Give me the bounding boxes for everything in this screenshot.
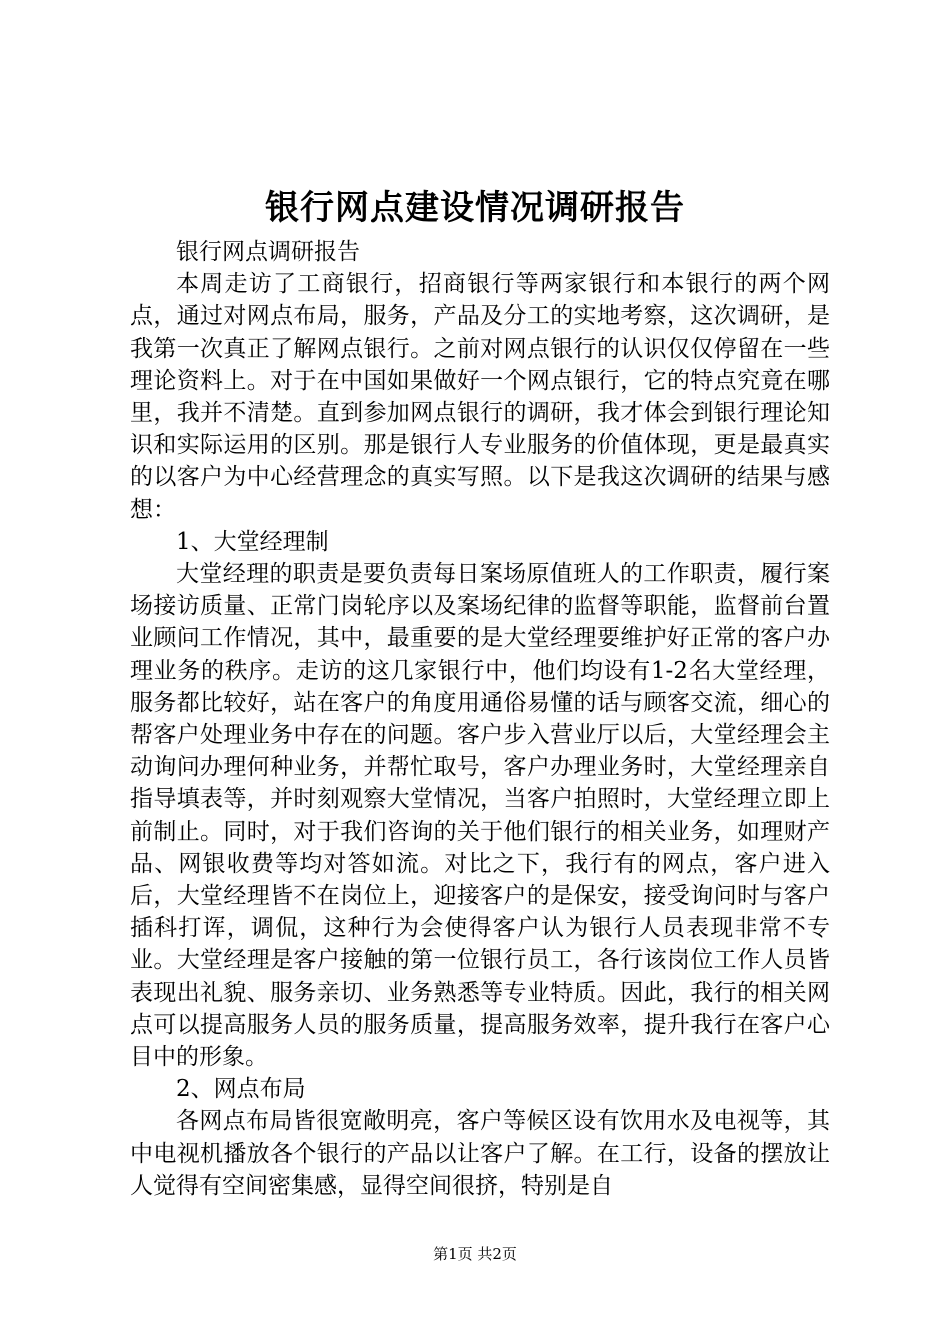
document-title: 银行网点建设情况调研报告 — [265, 188, 685, 228]
page-footer: 第1页 共2页 — [433, 1245, 517, 1263]
paragraph-subtitle: 银行网点调研报告 — [176, 239, 360, 265]
paragraph-lobby-manager: 大堂经理的职责是要负责每日案场原值班人的工作职责，履行案场接访质量、正常门岗轮序以及案场纪律的监督等职能，监督前台置业顾问工作情况，其中，最重要的是大堂经理要维护好正常的客户办理业务的秩序。走访的这几家银行中，他们均设有1-2名大堂经理，服务都比较好，站在客户的角度用通俗易懂的话与顾客交流，细心的帮客户处理业务中存在的问题。客户步入营业厅以后，大堂经理会主动询问办理何种业务，并帮忙取号，客户办理业务时，大堂经理亲自指导填表等，并时刻观察大堂情况，当客户拍照时，大堂经理立即上前制止。同时，对于我们咨询的关于他们银行的相关业务，如理财产品、网银收费等均对答如流。对比之下，我行有的网点，客户进入后，大堂经理皆不在岗位上，迎接客户的是保安，接受询问时与客户插科打诨，调侃，这种行为会使得客户认为银行人员表现非常不专业。大堂经理是客户接触的第一位银行员工，各行该岗位工作人员皆表现出礼貌、服务亲切、业务熟悉等专业特质。因此，我行的相关网点可以提高服务人员的服务质量，提高服务效率，提升我行在客户心目中的形象。 — [130, 561, 830, 1071]
paragraph-intro: 本周走访了工商银行，招商银行等两家银行和本银行的两个网点，通过对网点布局，服务，产品及分工的实地考察，这次调研，是我第一次真正了解网点银行。之前对网点银行的认识仅仅停留在一些理论资料上。对于在中国如果做好一个网点银行，它的特点究竟在哪里，我并不清楚。直到参加网点银行的调研，我才体会到银行理论知识和实际运用的区别。那是银行人专业服务的价值体现，更是最真实的以客户为中心经营理念的真实写照。以下是我这次调研的结果与感想： — [130, 271, 830, 523]
document-body — [130, 236, 830, 1202]
paragraph-layout: 各网点布局皆很宽敞明亮，客户等候区设有饮用水及电视等，其中电视机播放各个银行的产品以让客户了解。在工行，设备的摆放让人觉得有空间密集感，显得空间很挤，特别是自 — [130, 1108, 830, 1199]
section-heading-lobby-manager: 1、大堂经理制 — [176, 528, 329, 555]
section-heading-layout: 2、网点布局 — [176, 1076, 306, 1103]
